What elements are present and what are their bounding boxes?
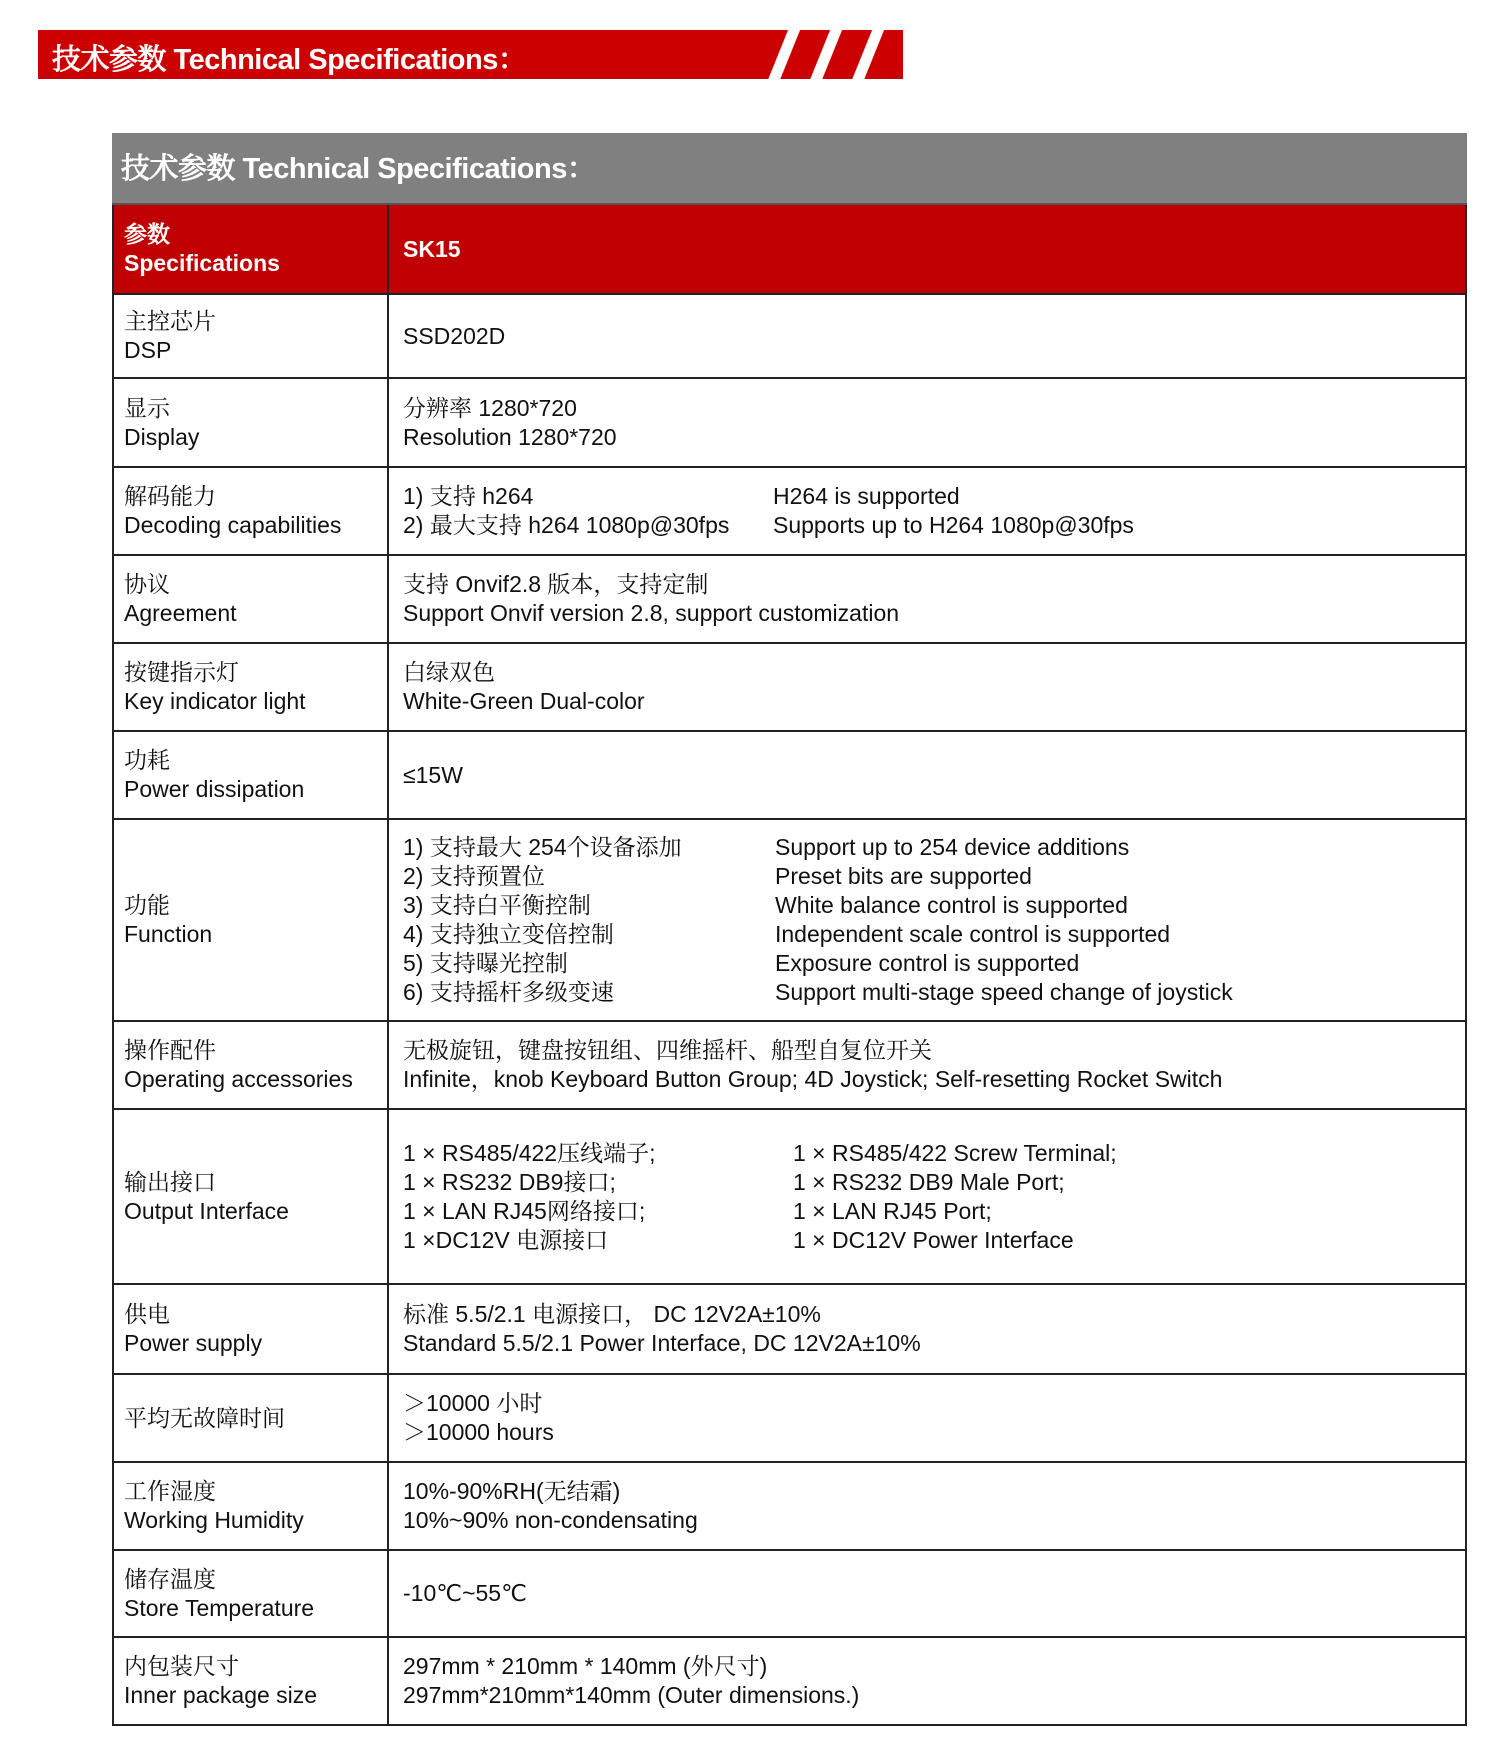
row-label-cn: 内包装尺寸: [124, 1653, 239, 1679]
row-value-line: 10%~90% non-condensating: [403, 1507, 698, 1533]
table-row: [112, 468, 1467, 556]
banner-stripe: [850, 30, 886, 79]
row-value-pair: [403, 511, 1451, 540]
row-value-line: 297mm*210mm*140mm (Outer dimensions.): [403, 1682, 860, 1708]
row-label-cn: 主控芯片: [124, 308, 216, 334]
row-value-pair: [403, 862, 1451, 891]
row-label-cn: 显示: [124, 394, 170, 421]
row-value-pair: [403, 1139, 1451, 1168]
table-title: 技术参数 Technical Specifications：: [112, 133, 1467, 205]
value-cn: 1) 支持最大 254个设备添加: [403, 834, 682, 860]
row-value-line: 297mm * 210mm * 140mm (外尺寸): [403, 1653, 768, 1679]
row-label-cn: 操作配件: [124, 1037, 216, 1063]
row-value-line: SSD202D: [403, 322, 506, 349]
value-en: White balance control is supported: [775, 892, 1128, 918]
row-value-pair: [403, 920, 1451, 949]
row-label-cn: 功耗: [124, 747, 170, 773]
row-label-en: Power supply: [124, 1330, 263, 1356]
section-banner: [38, 30, 903, 79]
table-row: [112, 1110, 1467, 1285]
table-row: [112, 1551, 1467, 1638]
row-value-line: Infinite，knob Keyboard Button Group; 4D Joystick; Self-resetting Rocket Switch: [403, 1066, 1223, 1092]
row-label-en: Operating accessories: [124, 1066, 353, 1092]
table-row: [112, 379, 1467, 468]
row-label-en: DSP: [124, 337, 172, 363]
row-value-pair: [403, 833, 1451, 862]
value-en: 1 × RS232 DB9 Male Port;: [793, 1168, 1065, 1195]
row-value-pair: [403, 482, 1451, 511]
banner-stripe: [808, 30, 844, 79]
row-value-pair: [403, 1168, 1451, 1197]
value-cn: 5) 支持曝光控制: [403, 950, 568, 976]
row-value-pair: [403, 949, 1451, 978]
table-header-row: [112, 205, 1467, 295]
spec-table: [112, 133, 1467, 1726]
row-label-cn: 解码能力: [124, 483, 216, 509]
value-cn: 1 ×DC12V 电源接口: [403, 1226, 609, 1253]
value-cn: 1 × RS232 DB9接口;: [403, 1168, 616, 1195]
value-en: Exposure control is supported: [775, 950, 1080, 976]
row-label-en: Decoding capabilities: [124, 512, 342, 538]
row-label-en: Key indicator light: [124, 688, 306, 714]
row-value-pair: [403, 891, 1451, 920]
value-cn: 4) 支持独立变倍控制: [403, 921, 614, 947]
value-cn: 1) 支持 h264: [403, 483, 534, 509]
row-label-en: Store Temperature: [124, 1594, 315, 1621]
row-value-line: ≤15W: [403, 761, 463, 788]
row-value-line: Support Onvif version 2.8, support customization: [403, 600, 900, 626]
row-value-line: -10℃~55℃: [403, 1580, 527, 1606]
table-row: [112, 1285, 1467, 1375]
row-label-cn: 工作湿度: [124, 1478, 216, 1504]
row-label-cn: 储存温度: [124, 1565, 216, 1592]
header-label-en: Specifications: [124, 250, 280, 276]
table-row: [112, 732, 1467, 820]
row-value-line: 白绿双色: [403, 659, 495, 685]
value-cn: 1 × RS485/422压线端子;: [403, 1139, 656, 1166]
value-cn: 1 × LAN RJ45网络接口;: [403, 1197, 646, 1224]
value-en: 1 × LAN RJ45 Port;: [793, 1197, 992, 1224]
row-value-line: ＞10000 hours: [403, 1419, 554, 1445]
table-row: [112, 1375, 1467, 1463]
row-label-en: Function: [124, 921, 213, 947]
table-row: [112, 1022, 1467, 1110]
table-row: [112, 1463, 1467, 1551]
row-label-en: Agreement: [124, 600, 237, 626]
value-en: Preset bits are supported: [775, 863, 1032, 889]
header-model: SK15: [403, 235, 461, 262]
value-cn: 2) 支持预置位: [403, 863, 545, 889]
row-label-en: Display: [124, 423, 200, 450]
row-label-en: Power dissipation: [124, 776, 305, 802]
row-label-cn: 输出接口: [124, 1168, 216, 1195]
row-label-cn: 按键指示灯: [124, 659, 239, 685]
row-label-cn: 协议: [124, 571, 170, 597]
row-value-line: 无极旋钮，键盘按钮组、四维摇杆、船型自复位开关: [403, 1037, 932, 1063]
table-row: [112, 295, 1467, 379]
row-value-line: 10%-90%RH(无结霜): [403, 1478, 621, 1504]
row-label-cn: 功能: [124, 892, 170, 918]
row-value-pair: [403, 1197, 1451, 1226]
row-label-en: Output Interface: [124, 1197, 289, 1224]
row-value-pair: [403, 1226, 1451, 1255]
row-value-line: 支持 Onvif2.8 版本，支持定制: [403, 571, 709, 597]
value-en: 1 × DC12V Power Interface: [793, 1226, 1074, 1253]
value-en: Support multi-stage speed change of joystick: [775, 979, 1233, 1005]
header-label-cn: 参数: [124, 221, 170, 247]
row-value-line: Resolution 1280*720: [403, 423, 617, 450]
value-en: 1 × RS485/422 Screw Terminal;: [793, 1139, 1117, 1166]
row-label-en: Inner package size: [124, 1682, 318, 1708]
row-label-cn: 平均无故障时间: [124, 1404, 285, 1431]
row-label-cn: 供电: [124, 1301, 170, 1327]
value-en: Support up to 254 device additions: [775, 834, 1130, 860]
value-en: H264 is supported: [773, 483, 960, 509]
row-value-line: White-Green Dual-color: [403, 688, 645, 714]
row-value-line: Standard 5.5/2.1 Power Interface, DC 12V2A±10%: [403, 1330, 921, 1356]
row-value-pair: [403, 978, 1451, 1007]
value-cn: 6) 支持摇杆多级变速: [403, 979, 614, 1005]
row-value-line: 标准 5.5/2.1 电源接口， DC 12V2A±10%: [403, 1301, 821, 1327]
table-row: [112, 1638, 1467, 1726]
value-en: Independent scale control is supported: [775, 921, 1171, 947]
banner-title: 技术参数 Technical Specifications：: [52, 44, 527, 76]
value-cn: 3) 支持白平衡控制: [403, 892, 591, 918]
row-value-line: 分辨率 1280*720: [403, 394, 577, 421]
banner-stripe: [766, 30, 802, 79]
row-value-line: ＞10000 小时: [403, 1390, 543, 1416]
row-label-en: Working Humidity: [124, 1507, 304, 1533]
table-row: [112, 820, 1467, 1022]
value-en: Supports up to H264 1080p@30fps: [773, 512, 1134, 538]
table-row: [112, 644, 1467, 732]
value-cn: 2) 最大支持 h264 1080p@30fps: [403, 512, 730, 538]
table-row: [112, 556, 1467, 644]
